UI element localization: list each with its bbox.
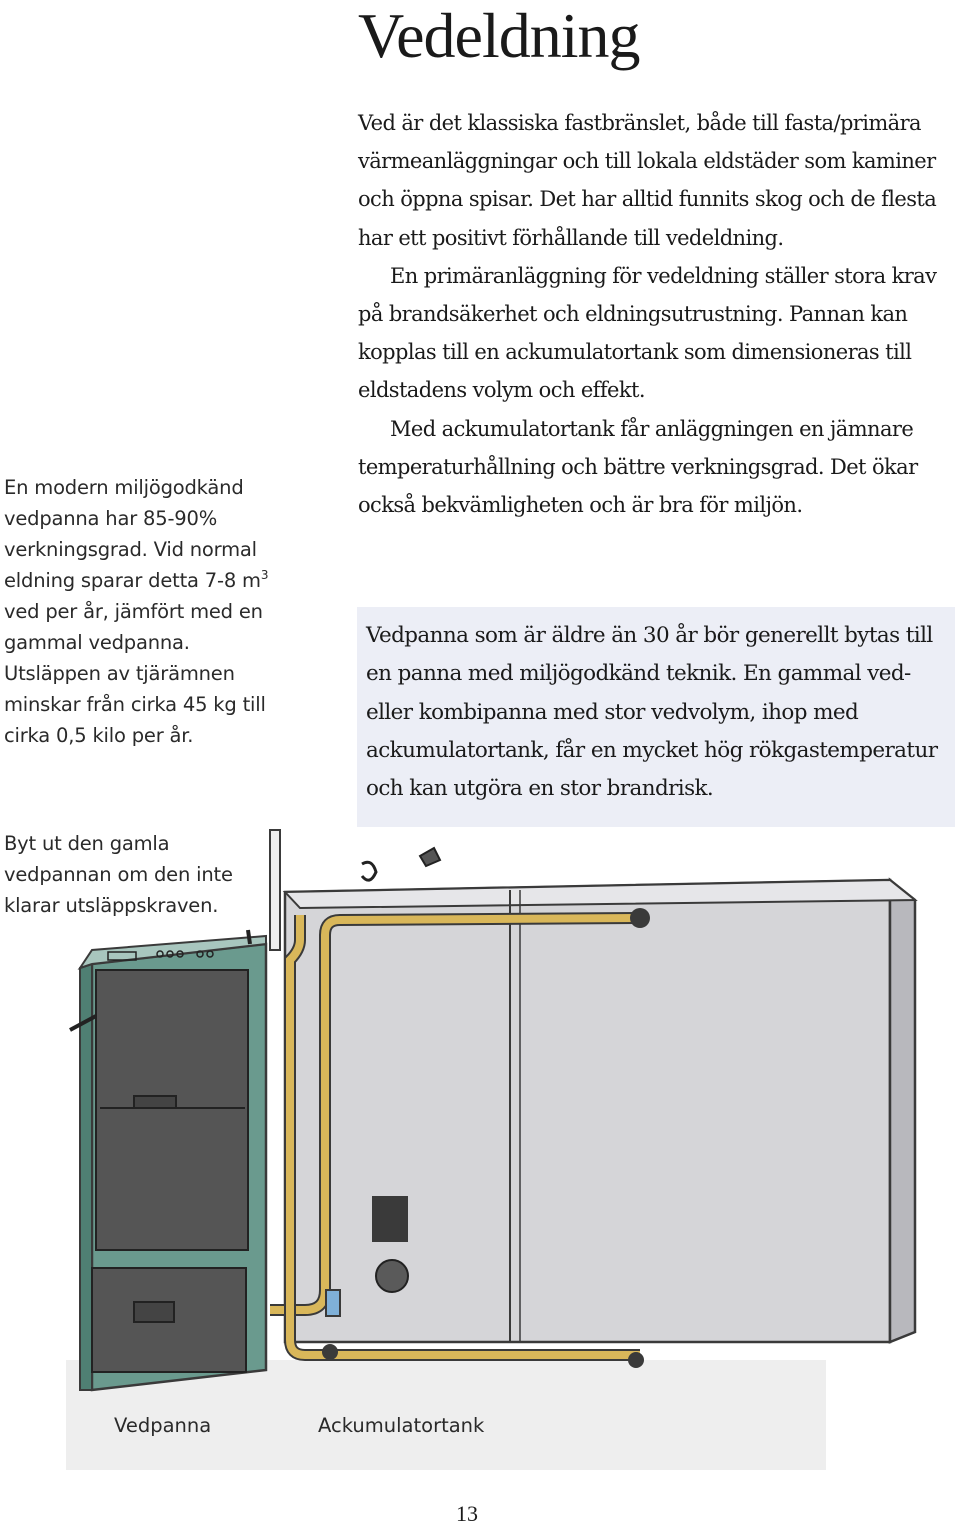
page-number: 13 xyxy=(456,1501,478,1526)
sidebar-tip-text: Byt ut den gamla vedpannan om den inte klarar utsläppskraven. xyxy=(4,832,233,917)
sidebar-note-text-a: En modern miljögodkänd vedpanna har 85-90% verkningsgrad. Vid normal eldning sparar detta 7-8 m xyxy=(4,476,261,592)
paragraph-3: Med ackumulatortank får anläggningen en jämnare temperaturhållning och bättre verkningsgrad. Det ökar också bekvämligheten och är bra för miljön. xyxy=(358,416,918,518)
callout-text: Vedpanna som är äldre än 30 år bör generellt bytas till en panna med miljögodkänd teknik. En gammal ved- eller kombipanna med stor vedvolym, ihop med ackumulatortank, får en mycket hög rökgastemperatur och kan utgöra en stor brandrisk. xyxy=(366,623,938,802)
wall-pipe xyxy=(270,830,280,950)
wood-boiler xyxy=(70,930,266,1390)
body-text xyxy=(358,104,958,524)
tank-label: Ackumulatortank xyxy=(318,1414,485,1437)
paragraph-2: En primäranläggning för vedeldning ställer stora krav på brandsäkerhet och eldningsutrustning. Pannan kan kopplas till en ackumulatortank som dimensioneras till eldstadens volym och effekt. xyxy=(358,263,937,403)
paragraph-1: Ved är det klassiska fastbränslet, både till fasta/primära värmeanläggningar och till lokala eldstäder som kaminer och öppna spisar. Det har alltid funnits skog och de flesta har ett positivt förhållande till vedeldning. xyxy=(358,111,937,250)
boiler-label: Vedpanna xyxy=(114,1414,212,1437)
sidebar-note-text-b: ved per år, jämfört med en gammal vedpanna. Utsläppen av tjärämnen minskar från cirka 45 kg till cirka 0,5 kilo per år. xyxy=(4,600,266,747)
callout-box xyxy=(357,607,955,827)
sidebar-efficiency-note xyxy=(4,472,269,751)
boiler-tank-illustration xyxy=(0,820,960,1500)
page-title: Vedeldning xyxy=(358,0,640,71)
sidebar-note-superscript: 3 xyxy=(260,568,269,582)
